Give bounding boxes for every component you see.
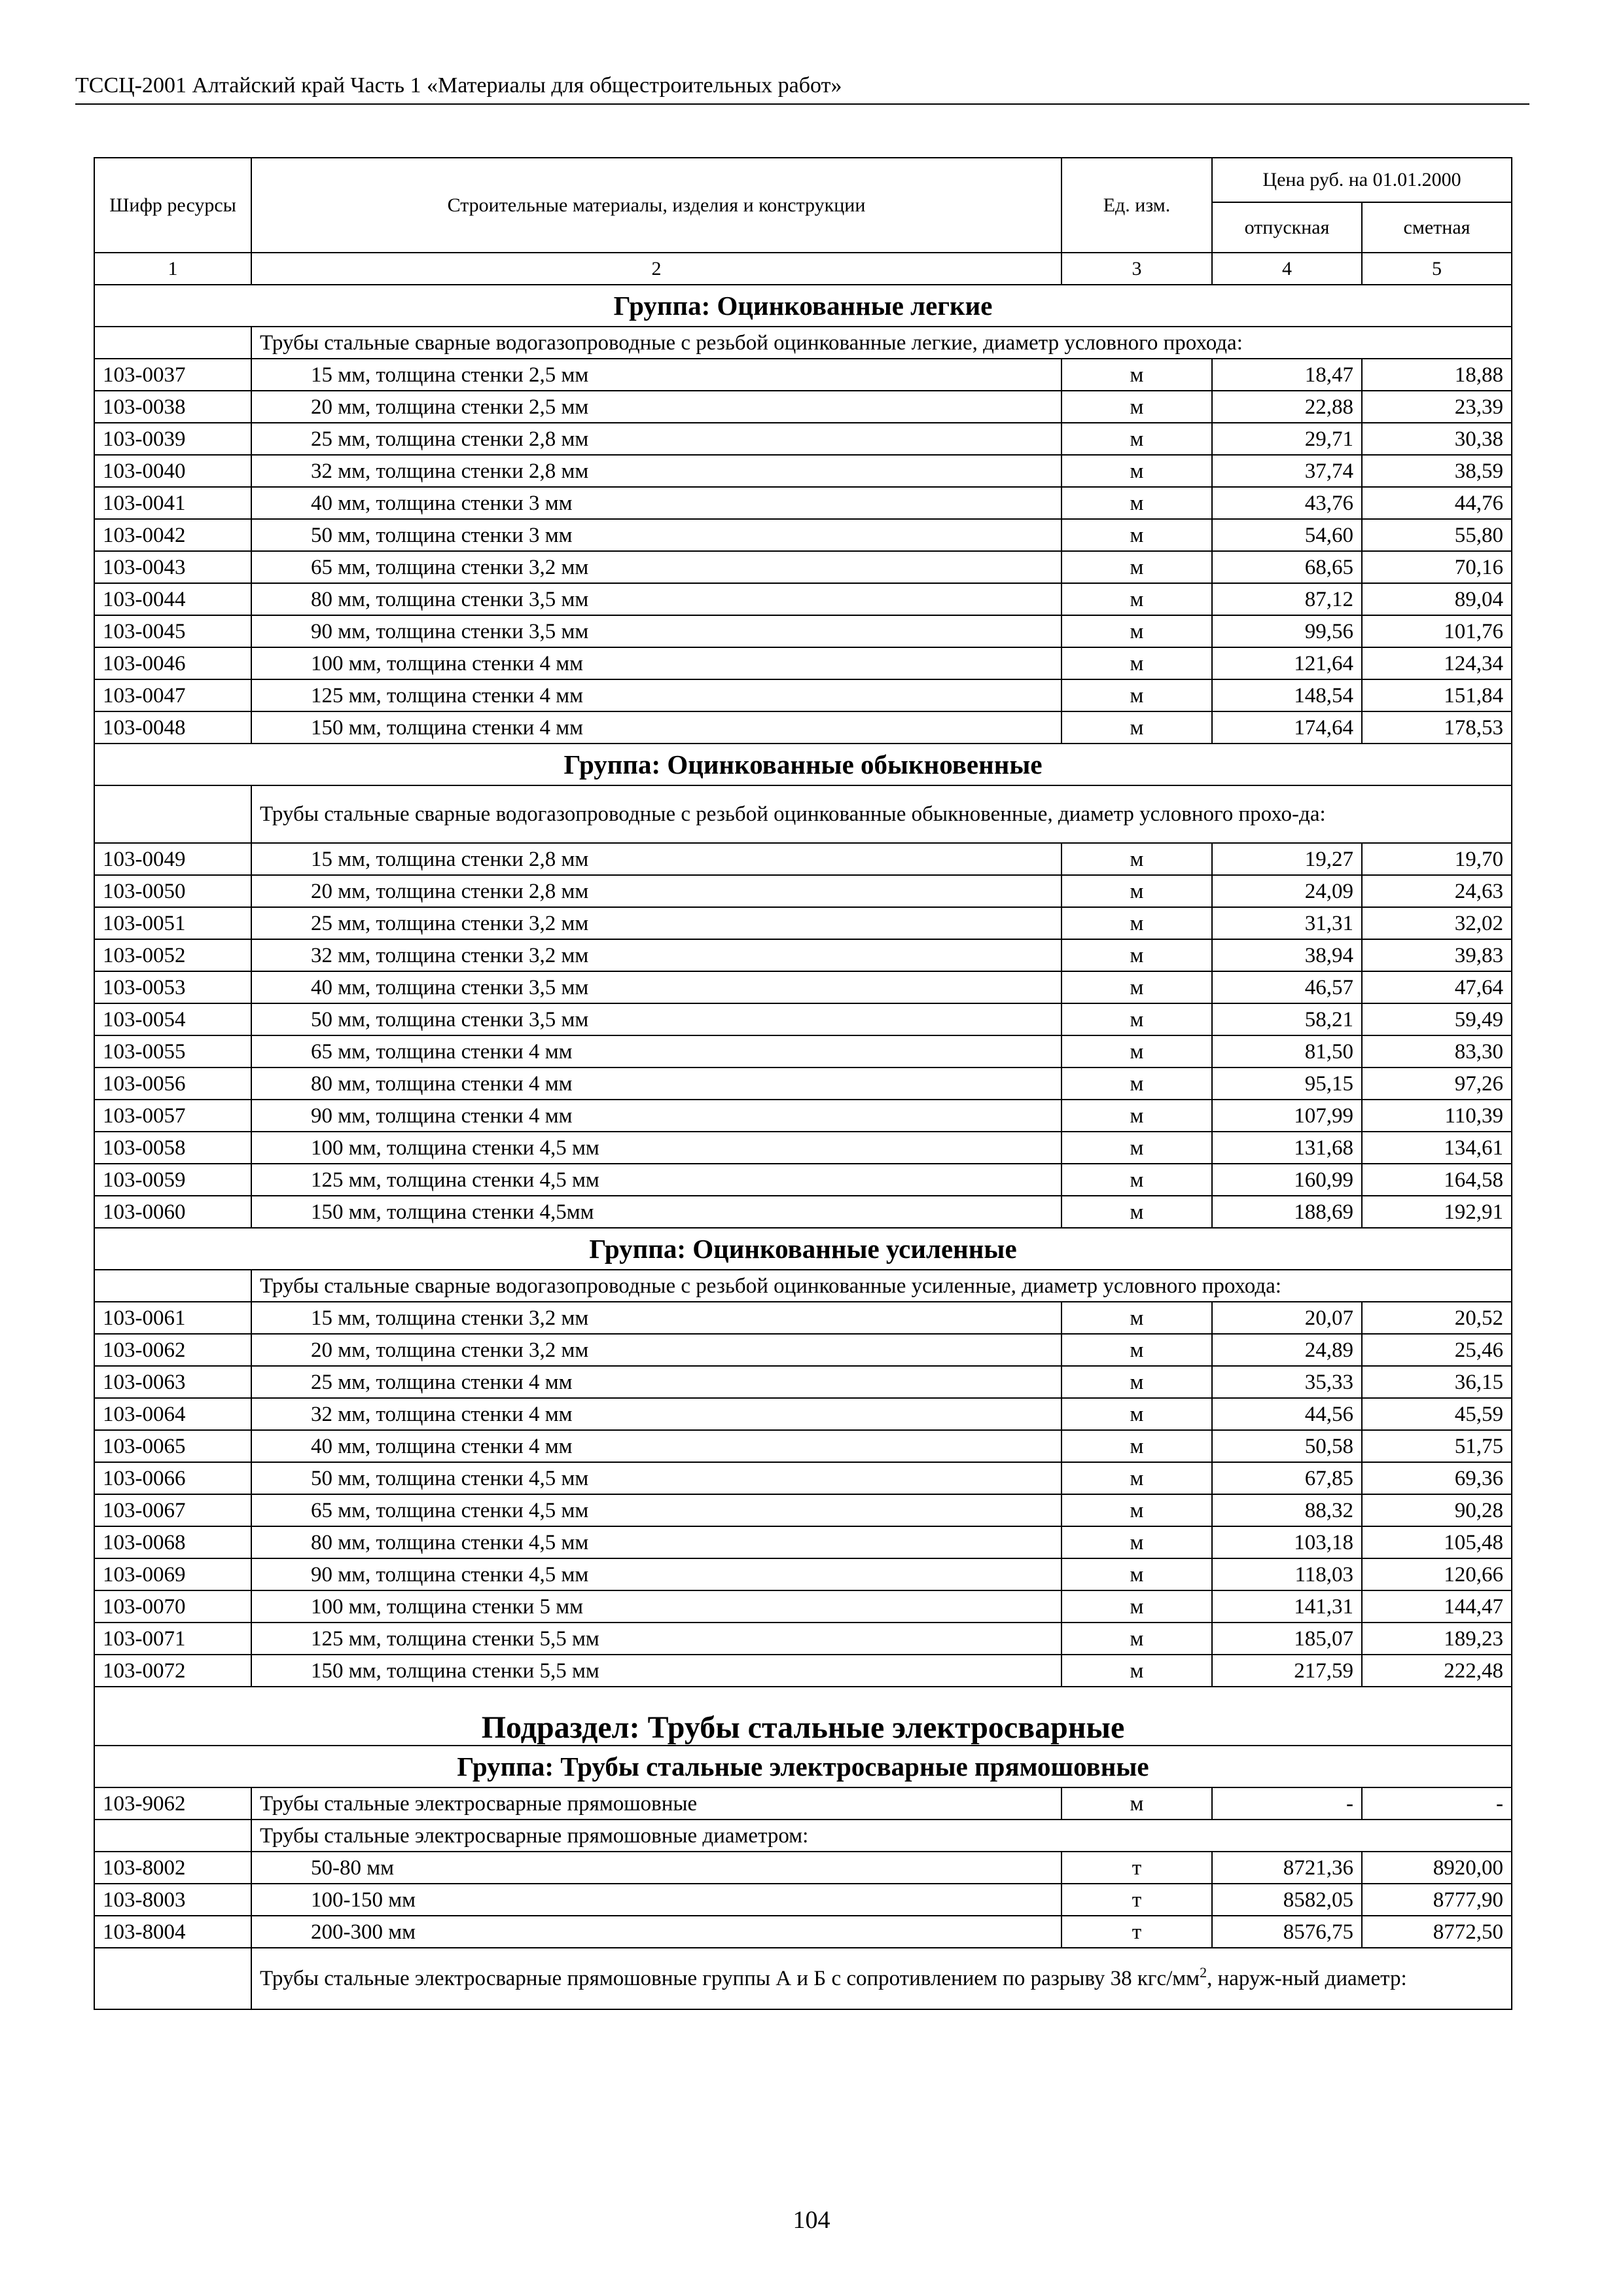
unit-cell: м [1061, 487, 1212, 519]
unit-cell: т [1061, 1916, 1212, 1948]
resource-code: 103-0038 [94, 391, 251, 423]
unit-cell: м [1061, 875, 1212, 907]
resource-code: 103-0063 [94, 1366, 251, 1398]
header-row-1 [94, 158, 1512, 202]
description-text: Трубы стальные сварные водогазопроводные с резьбой оцинкованные обыкновенные, диаметр условного прохо-да: [251, 785, 1512, 843]
release-price: 87,12 [1212, 583, 1362, 615]
release-price: 44,56 [1212, 1398, 1362, 1430]
release-price: 54,60 [1212, 519, 1362, 551]
description-code-cell [94, 1948, 251, 2009]
material-name: 80 мм, толщина стенки 3,5 мм [251, 583, 1061, 615]
unit-cell: м [1061, 939, 1212, 971]
unit-cell: м [1061, 615, 1212, 647]
col-header-name: Строительные материалы, изделия и конструкции [251, 158, 1061, 253]
unit-cell: м [1061, 1787, 1212, 1820]
column-number: 2 [251, 253, 1061, 285]
resource-code: 103-0049 [94, 843, 251, 875]
estimate-price: 23,39 [1362, 391, 1512, 423]
release-price: 67,85 [1212, 1462, 1362, 1494]
release-price: 46,57 [1212, 971, 1362, 1003]
material-name: 125 мм, толщина стенки 4,5 мм [251, 1164, 1061, 1196]
estimate-price: 151,84 [1362, 679, 1512, 711]
resource-code: 103-9062 [94, 1787, 251, 1820]
release-price: 38,94 [1212, 939, 1362, 971]
unit-cell: м [1061, 391, 1212, 423]
resource-code: 103-8002 [94, 1852, 251, 1884]
description-text: Трубы стальные сварные водогазопроводные с резьбой оцинкованные усиленные, диаметр условного прохода: [251, 1270, 1512, 1302]
estimate-price: 192,91 [1362, 1196, 1512, 1228]
unit-cell: м [1061, 1132, 1212, 1164]
price-table-container [94, 157, 1511, 2010]
resource-code: 103-0070 [94, 1590, 251, 1623]
table-row [94, 423, 1512, 455]
release-price: 37,74 [1212, 455, 1362, 487]
release-price: 217,59 [1212, 1655, 1362, 1687]
table-row [94, 1100, 1512, 1132]
estimate-price: 90,28 [1362, 1494, 1512, 1526]
table-row [94, 1035, 1512, 1067]
resource-code: 103-0065 [94, 1430, 251, 1462]
group-title-row [94, 1746, 1512, 1787]
material-name: 25 мм, толщина стенки 4 мм [251, 1366, 1061, 1398]
release-price: 20,07 [1212, 1302, 1362, 1334]
table-row [94, 1590, 1512, 1623]
resource-code: 103-0059 [94, 1164, 251, 1196]
material-name: 90 мм, толщина стенки 4 мм [251, 1100, 1061, 1132]
resource-code: 103-0061 [94, 1302, 251, 1334]
estimate-price: 47,64 [1362, 971, 1512, 1003]
unit-cell: м [1061, 551, 1212, 583]
description-code-cell [94, 1820, 251, 1852]
estimate-price: 32,02 [1362, 907, 1512, 939]
table-row [94, 455, 1512, 487]
table-row [94, 1164, 1512, 1196]
material-name: 90 мм, толщина стенки 4,5 мм [251, 1558, 1061, 1590]
description-text: Трубы стальные сварные водогазопроводные с резьбой оцинкованные легкие, диаметр условного прохода: [251, 327, 1512, 359]
release-price: 31,31 [1212, 907, 1362, 939]
resource-code: 103-0050 [94, 875, 251, 907]
material-name: 15 мм, толщина стенки 2,5 мм [251, 359, 1061, 391]
estimate-price: 70,16 [1362, 551, 1512, 583]
material-name: 50 мм, толщина стенки 3,5 мм [251, 1003, 1061, 1035]
unit-cell: м [1061, 1526, 1212, 1558]
resource-code: 103-0072 [94, 1655, 251, 1687]
unit-cell: м [1061, 1655, 1212, 1687]
material-name: 50 мм, толщина стенки 3 мм [251, 519, 1061, 551]
unit-cell: м [1061, 1067, 1212, 1100]
material-name: 80 мм, толщина стенки 4,5 мм [251, 1526, 1061, 1558]
description-text-part: Трубы стальные электросварные прямошовные группы А и Б с сопротивлением по разрыву 38 кгс/мм [260, 1967, 1200, 1990]
estimate-price: 38,59 [1362, 455, 1512, 487]
description-code-cell [94, 1270, 251, 1302]
material-name: 65 мм, толщина стенки 4 мм [251, 1035, 1061, 1067]
estimate-price: 83,30 [1362, 1035, 1512, 1067]
unit-cell: м [1061, 971, 1212, 1003]
unit-cell: м [1061, 907, 1212, 939]
material-name: 15 мм, толщина стенки 2,8 мм [251, 843, 1061, 875]
release-price: 88,32 [1212, 1494, 1362, 1526]
resource-code: 103-8004 [94, 1916, 251, 1948]
material-name: 40 мм, толщина стенки 3,5 мм [251, 971, 1061, 1003]
material-name: 32 мм, толщина стенки 3,2 мм [251, 939, 1061, 971]
price-table [94, 157, 1512, 2010]
resource-code: 103-0062 [94, 1334, 251, 1366]
estimate-price: 110,39 [1362, 1100, 1512, 1132]
estimate-price: 8777,90 [1362, 1884, 1512, 1916]
resource-code: 103-0045 [94, 615, 251, 647]
unit-cell: м [1061, 679, 1212, 711]
resource-code: 103-0068 [94, 1526, 251, 1558]
material-name: 125 мм, толщина стенки 5,5 мм [251, 1623, 1061, 1655]
release-price: 95,15 [1212, 1067, 1362, 1100]
group-title-row [94, 1228, 1512, 1270]
table-row [94, 359, 1512, 391]
estimate-price: 24,63 [1362, 875, 1512, 907]
table-row [94, 939, 1512, 971]
unit-cell: м [1061, 1590, 1212, 1623]
unit-cell: м [1061, 423, 1212, 455]
resource-code: 103-0057 [94, 1100, 251, 1132]
superscript: 2 [1200, 1964, 1207, 1981]
unit-cell: м [1061, 1196, 1212, 1228]
table-row [94, 875, 1512, 907]
resource-code: 103-0052 [94, 939, 251, 971]
resource-code: 103-0060 [94, 1196, 251, 1228]
material-name: 100 мм, толщина стенки 4,5 мм [251, 1132, 1061, 1164]
table-row [94, 971, 1512, 1003]
unit-cell: м [1061, 519, 1212, 551]
estimate-price: 105,48 [1362, 1526, 1512, 1558]
table-row [94, 1067, 1512, 1100]
table-row [94, 1398, 1512, 1430]
table-row [94, 1334, 1512, 1366]
resource-code: 103-0064 [94, 1398, 251, 1430]
estimate-price: 69,36 [1362, 1462, 1512, 1494]
group-title: Группа: Трубы стальные электросварные прямошовные [94, 1746, 1512, 1787]
material-name: 65 мм, толщина стенки 3,2 мм [251, 551, 1061, 583]
resource-code: 103-0041 [94, 487, 251, 519]
description-row [94, 785, 1512, 843]
estimate-price: 18,88 [1362, 359, 1512, 391]
estimate-price: 20,52 [1362, 1302, 1512, 1334]
release-price: 121,64 [1212, 647, 1362, 679]
release-price: 131,68 [1212, 1132, 1362, 1164]
estimate-price: 36,15 [1362, 1366, 1512, 1398]
release-price: 43,76 [1212, 487, 1362, 519]
table-row [94, 1787, 1512, 1820]
release-price: 50,58 [1212, 1430, 1362, 1462]
unit-cell: м [1061, 711, 1212, 744]
group-title: Группа: Оцинкованные усиленные [94, 1228, 1512, 1270]
description-code-cell [94, 785, 251, 843]
table-row [94, 1558, 1512, 1590]
release-price: 160,99 [1212, 1164, 1362, 1196]
material-name: 200-300 мм [251, 1916, 1061, 1948]
resource-code: 103-0066 [94, 1462, 251, 1494]
resource-code: 103-0071 [94, 1623, 251, 1655]
material-name: 150 мм, толщина стенки 4,5мм [251, 1196, 1061, 1228]
table-row [94, 679, 1512, 711]
estimate-price: 97,26 [1362, 1067, 1512, 1100]
table-row [94, 1132, 1512, 1164]
table-row [94, 1366, 1512, 1398]
estimate-price: 51,75 [1362, 1430, 1512, 1462]
estimate-price: 178,53 [1362, 711, 1512, 744]
release-price: 141,31 [1212, 1590, 1362, 1623]
material-name: Трубы стальные электросварные прямошовные [251, 1787, 1061, 1820]
col-header-estimate: сметная [1362, 202, 1512, 253]
resource-code: 103-0069 [94, 1558, 251, 1590]
description-row [94, 1820, 1512, 1852]
estimate-price: 124,34 [1362, 647, 1512, 679]
resource-code: 103-0067 [94, 1494, 251, 1526]
release-price: 118,03 [1212, 1558, 1362, 1590]
unit-cell: м [1061, 1334, 1212, 1366]
description-text: Трубы стальные электросварные прямошовные диаметром: [251, 1820, 1512, 1852]
table-row [94, 1884, 1512, 1916]
resource-code: 103-0046 [94, 647, 251, 679]
material-name: 50-80 мм [251, 1852, 1061, 1884]
release-price: 103,18 [1212, 1526, 1362, 1558]
table-row [94, 1494, 1512, 1526]
table-row [94, 843, 1512, 875]
estimate-price: 134,61 [1362, 1132, 1512, 1164]
release-price: 29,71 [1212, 423, 1362, 455]
estimate-price: 59,49 [1362, 1003, 1512, 1035]
unit-cell: м [1061, 1366, 1212, 1398]
material-name: 150 мм, толщина стенки 5,5 мм [251, 1655, 1061, 1687]
release-price: 35,33 [1212, 1366, 1362, 1398]
release-price: 8576,75 [1212, 1916, 1362, 1948]
material-name: 15 мм, толщина стенки 3,2 мм [251, 1302, 1061, 1334]
material-name: 40 мм, толщина стенки 4 мм [251, 1430, 1061, 1462]
estimate-price: - [1362, 1787, 1512, 1820]
description-row [94, 1270, 1512, 1302]
resource-code: 103-0037 [94, 359, 251, 391]
unit-cell: т [1061, 1884, 1212, 1916]
estimate-price: 89,04 [1362, 583, 1512, 615]
page-number: 104 [793, 2206, 830, 2234]
description-row [94, 327, 1512, 359]
release-price: 22,88 [1212, 391, 1362, 423]
resource-code: 103-0047 [94, 679, 251, 711]
release-price: 107,99 [1212, 1100, 1362, 1132]
column-number: 4 [1212, 253, 1362, 285]
unit-cell: м [1061, 1398, 1212, 1430]
table-row [94, 1655, 1512, 1687]
resource-code: 103-0053 [94, 971, 251, 1003]
estimate-price: 8920,00 [1362, 1852, 1512, 1884]
table-row [94, 519, 1512, 551]
unit-cell: м [1061, 583, 1212, 615]
table-row [94, 711, 1512, 744]
material-name: 25 мм, толщина стенки 3,2 мм [251, 907, 1061, 939]
unit-cell: м [1061, 455, 1212, 487]
table-row [94, 1916, 1512, 1948]
material-name: 20 мм, толщина стенки 3,2 мм [251, 1334, 1061, 1366]
table-row [94, 583, 1512, 615]
material-name: 150 мм, толщина стенки 4 мм [251, 711, 1061, 744]
unit-cell: м [1061, 359, 1212, 391]
release-price: 148,54 [1212, 679, 1362, 711]
col-header-unit: Ед. изм. [1061, 158, 1212, 253]
estimate-price: 189,23 [1362, 1623, 1512, 1655]
resource-code: 103-0058 [94, 1132, 251, 1164]
unit-cell: м [1061, 1462, 1212, 1494]
estimate-price: 222,48 [1362, 1655, 1512, 1687]
estimate-price: 19,70 [1362, 843, 1512, 875]
group-title: Группа: Оцинкованные легкие [94, 285, 1512, 327]
group-title-row [94, 285, 1512, 327]
resource-code: 103-0042 [94, 519, 251, 551]
group-title-row [94, 744, 1512, 785]
release-price: 174,64 [1212, 711, 1362, 744]
unit-cell: м [1061, 1035, 1212, 1067]
resource-code: 103-0048 [94, 711, 251, 744]
unit-cell: м [1061, 1623, 1212, 1655]
unit-cell: м [1061, 1003, 1212, 1035]
description-text [251, 1948, 1512, 2009]
material-name: 125 мм, толщина стенки 4 мм [251, 679, 1061, 711]
table-row [94, 1302, 1512, 1334]
col-header-price: Цена руб. на 01.01.2000 [1212, 158, 1512, 202]
price-table-body [94, 158, 1512, 2009]
resource-code: 103-0039 [94, 423, 251, 455]
estimate-price: 144,47 [1362, 1590, 1512, 1623]
table-row [94, 487, 1512, 519]
subsection-title: Подраздел: Трубы стальные электросварные [94, 1687, 1512, 1746]
unit-cell: м [1061, 843, 1212, 875]
release-price: 24,89 [1212, 1334, 1362, 1366]
release-price: 99,56 [1212, 615, 1362, 647]
material-name: 90 мм, толщина стенки 3,5 мм [251, 615, 1061, 647]
group-title: Группа: Оцинкованные обыкновенные [94, 744, 1512, 785]
unit-cell: м [1061, 1164, 1212, 1196]
resource-code: 103-0040 [94, 455, 251, 487]
unit-cell: м [1061, 1100, 1212, 1132]
unit-cell: м [1061, 647, 1212, 679]
description-row [94, 1948, 1512, 2009]
release-price: 81,50 [1212, 1035, 1362, 1067]
resource-code: 103-0054 [94, 1003, 251, 1035]
estimate-price: 25,46 [1362, 1334, 1512, 1366]
resource-code: 103-0044 [94, 583, 251, 615]
description-text-part: , наруж-ный диаметр: [1207, 1967, 1407, 1990]
unit-cell: м [1061, 1494, 1212, 1526]
table-row [94, 1003, 1512, 1035]
material-name: 65 мм, толщина стенки 4,5 мм [251, 1494, 1061, 1526]
release-price: - [1212, 1787, 1362, 1820]
release-price: 18,47 [1212, 359, 1362, 391]
table-row [94, 1196, 1512, 1228]
release-price: 185,07 [1212, 1623, 1362, 1655]
release-price: 188,69 [1212, 1196, 1362, 1228]
release-price: 8721,36 [1212, 1852, 1362, 1884]
column-number: 3 [1061, 253, 1212, 285]
table-row [94, 907, 1512, 939]
release-price: 58,21 [1212, 1003, 1362, 1035]
table-row [94, 615, 1512, 647]
resource-code: 103-0056 [94, 1067, 251, 1100]
table-row [94, 1526, 1512, 1558]
material-name: 20 мм, толщина стенки 2,5 мм [251, 391, 1061, 423]
material-name: 80 мм, толщина стенки 4 мм [251, 1067, 1061, 1100]
material-name: 32 мм, толщина стенки 4 мм [251, 1398, 1061, 1430]
estimate-price: 39,83 [1362, 939, 1512, 971]
resource-code: 103-0051 [94, 907, 251, 939]
document-header: ТССЦ-2001 Алтайский край Часть 1 «Материалы для общестроительных работ» [75, 71, 1529, 105]
table-row [94, 1462, 1512, 1494]
description-code-cell [94, 327, 251, 359]
release-price: 68,65 [1212, 551, 1362, 583]
unit-cell: м [1061, 1430, 1212, 1462]
resource-code: 103-0055 [94, 1035, 251, 1067]
estimate-price: 101,76 [1362, 615, 1512, 647]
estimate-price: 120,66 [1362, 1558, 1512, 1590]
material-name: 50 мм, толщина стенки 4,5 мм [251, 1462, 1061, 1494]
column-number: 5 [1362, 253, 1512, 285]
estimate-price: 55,80 [1362, 519, 1512, 551]
release-price: 19,27 [1212, 843, 1362, 875]
unit-cell: т [1061, 1852, 1212, 1884]
resource-code: 103-0043 [94, 551, 251, 583]
col-header-code: Шифр ресурсы [94, 158, 251, 253]
material-name: 32 мм, толщина стенки 2,8 мм [251, 455, 1061, 487]
unit-cell: м [1061, 1558, 1212, 1590]
unit-cell: м [1061, 1302, 1212, 1334]
table-row [94, 391, 1512, 423]
estimate-price: 30,38 [1362, 423, 1512, 455]
material-name: 100-150 мм [251, 1884, 1061, 1916]
estimate-price: 164,58 [1362, 1164, 1512, 1196]
column-number: 1 [94, 253, 251, 285]
table-row [94, 647, 1512, 679]
table-row [94, 1852, 1512, 1884]
col-header-release: отпускная [1212, 202, 1362, 253]
material-name: 100 мм, толщина стенки 5 мм [251, 1590, 1061, 1623]
subsection-title-row [94, 1687, 1512, 1746]
resource-code: 103-8003 [94, 1884, 251, 1916]
material-name: 100 мм, толщина стенки 4 мм [251, 647, 1061, 679]
estimate-price: 44,76 [1362, 487, 1512, 519]
material-name: 25 мм, толщина стенки 2,8 мм [251, 423, 1061, 455]
table-row [94, 1623, 1512, 1655]
table-row [94, 1430, 1512, 1462]
material-name: 40 мм, толщина стенки 3 мм [251, 487, 1061, 519]
material-name: 20 мм, толщина стенки 2,8 мм [251, 875, 1061, 907]
table-row [94, 551, 1512, 583]
estimate-price: 8772,50 [1362, 1916, 1512, 1948]
column-number-row [94, 253, 1512, 285]
release-price: 24,09 [1212, 875, 1362, 907]
estimate-price: 45,59 [1362, 1398, 1512, 1430]
release-price: 8582,05 [1212, 1884, 1362, 1916]
